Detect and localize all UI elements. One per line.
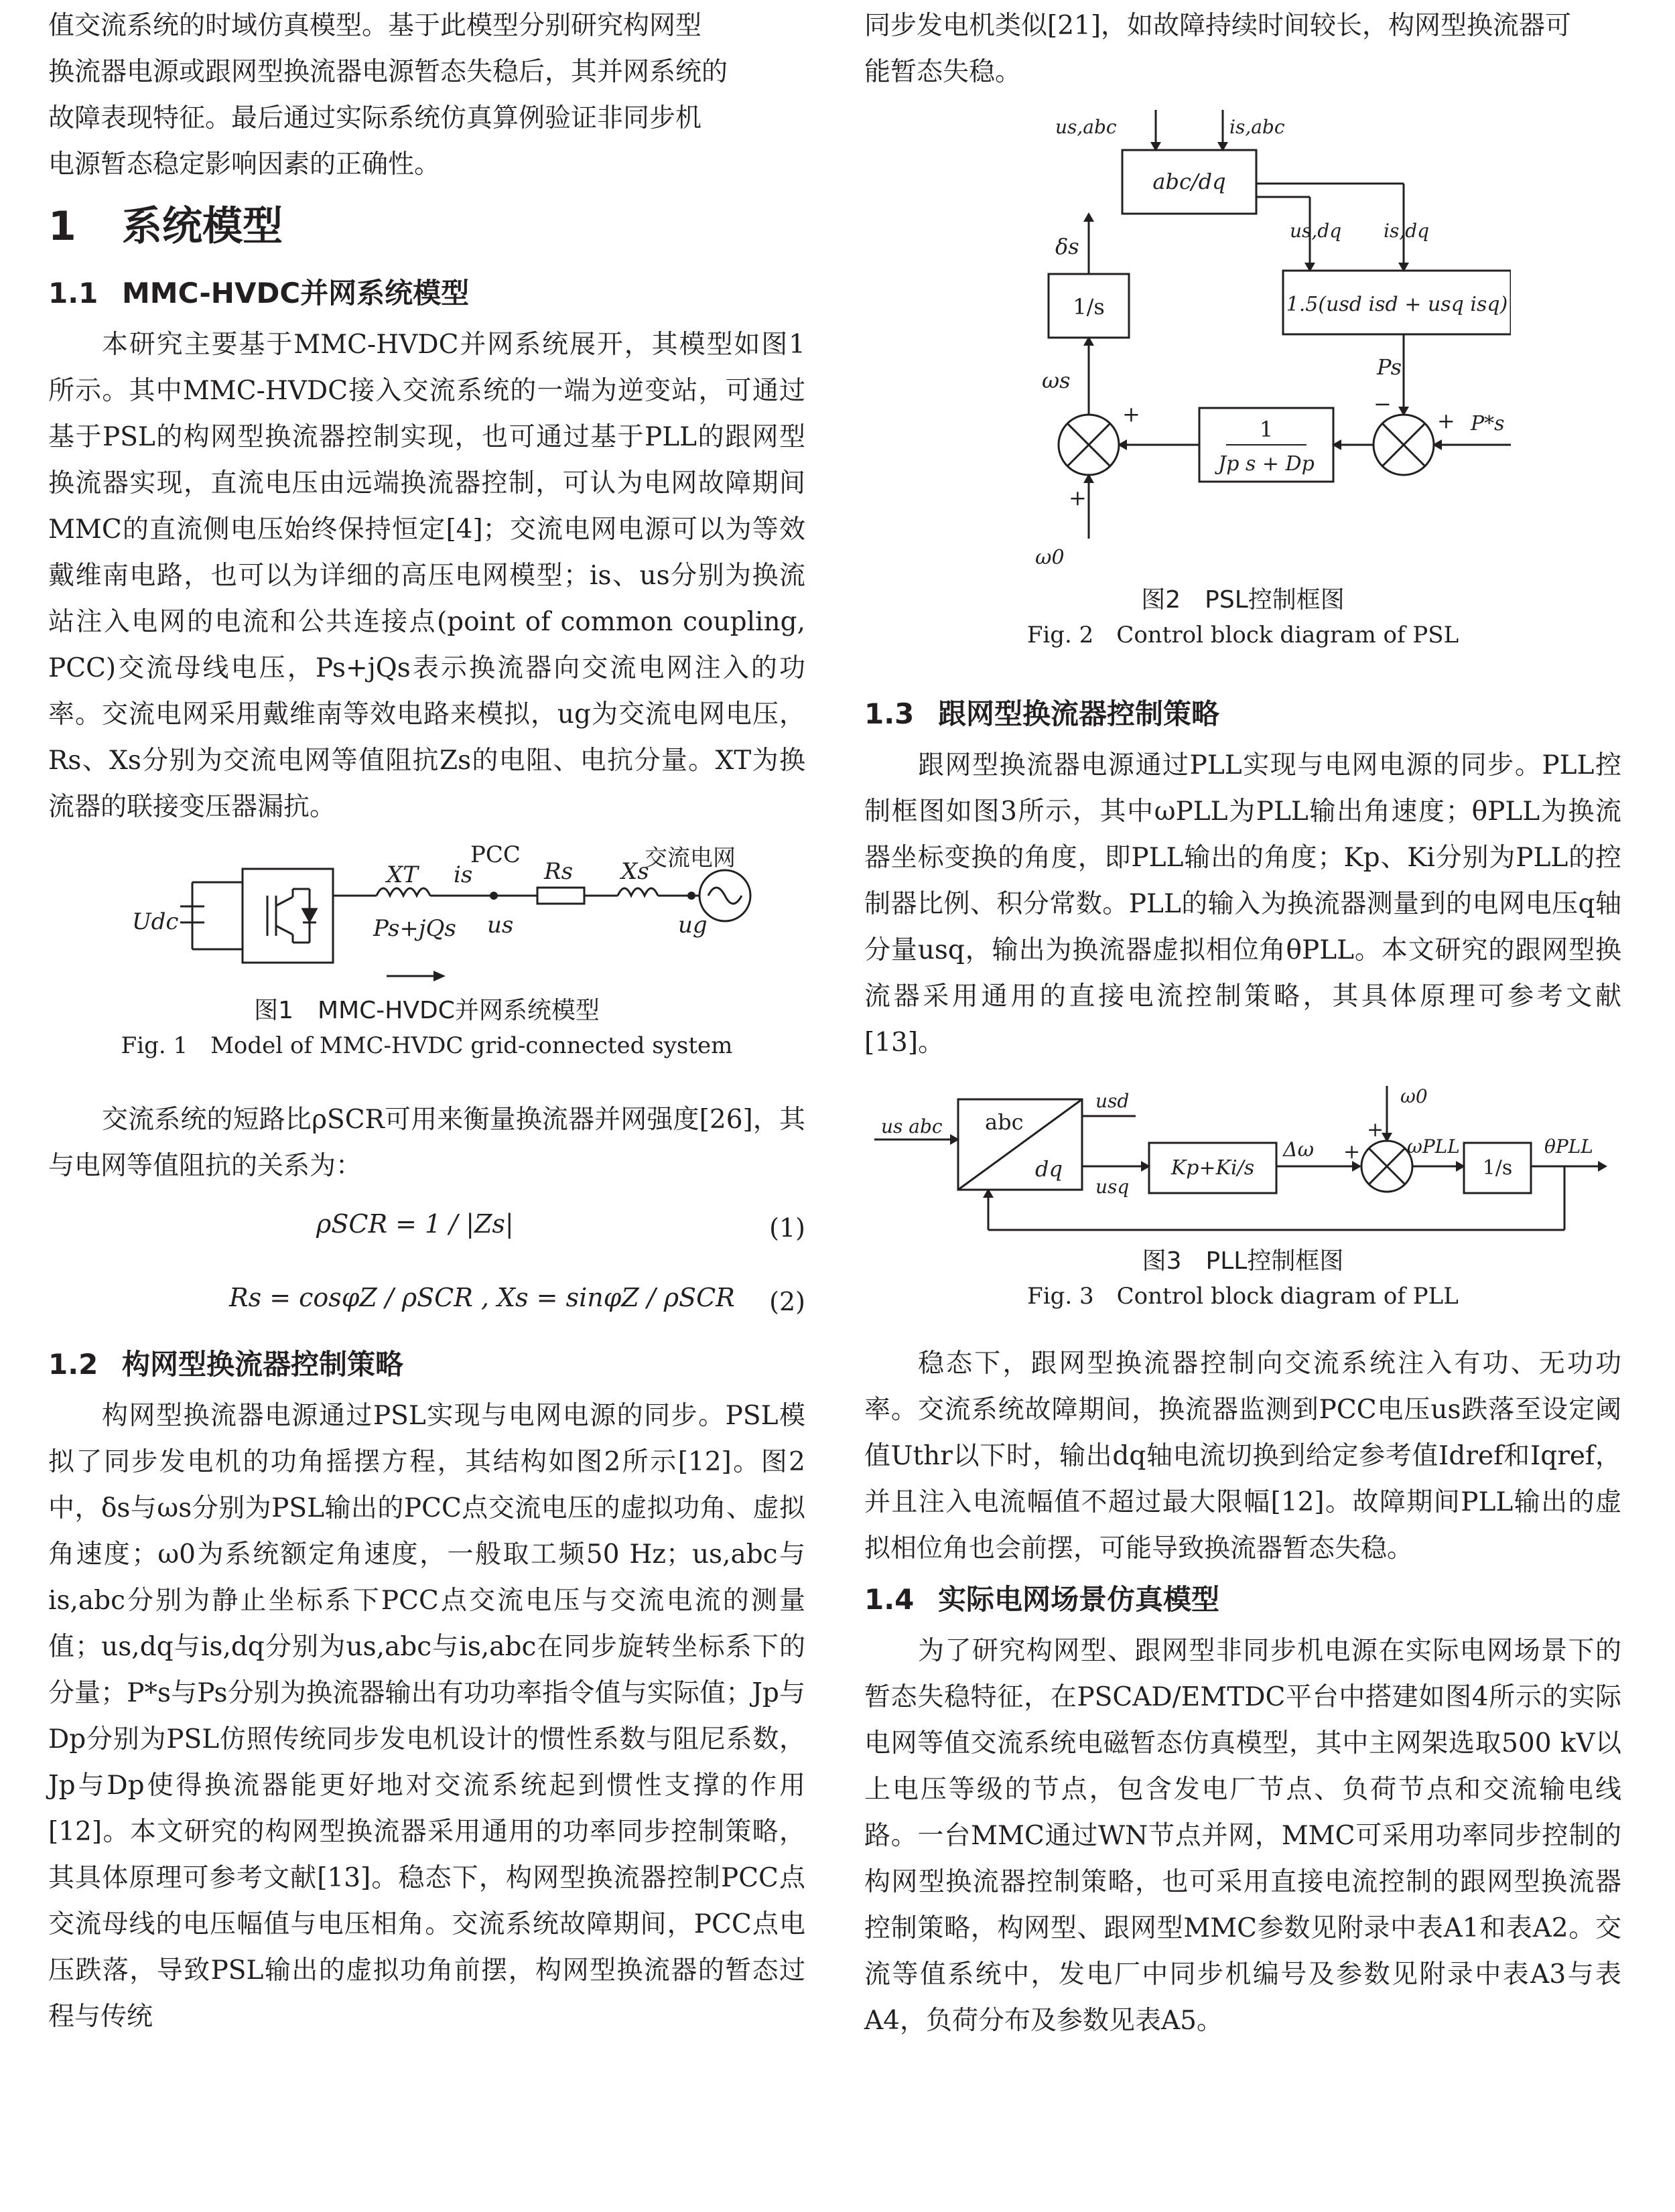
figure-2-psl-diagram xyxy=(975,110,1511,579)
sum-minus: − xyxy=(1374,391,1392,417)
label-ps: Ps xyxy=(1377,354,1402,380)
equation-1-body: ρSCR = 1 / |Zs| xyxy=(316,1209,514,1239)
label-delta-s: δs xyxy=(1055,234,1079,259)
label-omega-s: ωs xyxy=(1042,368,1071,393)
block-integrator: 1/s xyxy=(1073,294,1105,320)
intro-line: 值交流系统的时域仿真模型。基于此模型分别研究构网型 xyxy=(48,11,702,41)
label-i-sdq: is,dq xyxy=(1384,220,1430,242)
label-udc: Udc xyxy=(132,908,179,935)
equation-2-body: Rs = cosφZ / ρSCR , Xs = sinφZ / ρSCR xyxy=(229,1283,735,1312)
label-is: is xyxy=(454,861,473,888)
label-grid: 交流电网 xyxy=(645,845,736,872)
equation-2 xyxy=(48,1263,805,1336)
block-abc-dq: abc/dq xyxy=(1152,169,1226,194)
label-omega0: ω0 xyxy=(1400,1085,1428,1107)
figure-3-pll-diagram xyxy=(874,1079,1611,1240)
sum-plus-3: + xyxy=(1437,408,1455,433)
label-omega-pll: ωPLL xyxy=(1407,1135,1460,1158)
intro-line: 故障表现特征。最后通过实际系统仿真算例验证非同步机 xyxy=(48,103,702,133)
equation-1 xyxy=(48,1189,805,1263)
paragraph-scr: 交流系统的短路比ρSCR可用来衡量换流器并网强度[26]，其与电网等值阻抗的关系为： xyxy=(48,1105,805,1181)
label-theta-pll: θPLL xyxy=(1544,1135,1593,1158)
label-ug: ug xyxy=(678,912,708,939)
section-heading-1: 1 系统模型 xyxy=(48,203,283,250)
input-us-abc: us abc xyxy=(881,1115,943,1137)
label-usq: usq xyxy=(1095,1176,1130,1198)
label-xt: XT xyxy=(387,861,418,888)
equation-2-number: (2) xyxy=(769,1287,805,1316)
figure-2-caption-en: Fig. 2 Control block diagram of PSL xyxy=(1026,622,1459,648)
label-u-sdq: us,dq xyxy=(1290,220,1342,242)
intro-line: 换流器电源或跟网型换流器电源暂态失稳后，其并网系统的 xyxy=(48,57,728,87)
sum-plus-2: + xyxy=(1069,485,1087,510)
continued-line: 同步发电机类似[21]，如故障持续时间较长，构网型换流器可 xyxy=(864,11,1572,41)
label-xs: Xs xyxy=(621,858,649,885)
sum-plus-1: + xyxy=(1122,401,1140,427)
intro-line: 电源暂态稳定影响因素的正确性。 xyxy=(48,149,441,180)
figure-3-caption-en: Fig. 3 Control block diagram of PLL xyxy=(1027,1283,1459,1310)
figure-3-caption-cn: 图3 PLL控制框图 xyxy=(1142,1247,1344,1275)
equation-1-number: (1) xyxy=(769,1213,805,1243)
block-dq: dq xyxy=(1035,1156,1063,1182)
continued-line: 能暂态失稳。 xyxy=(864,57,1022,87)
input-u-sabc: us,abc xyxy=(1055,116,1117,138)
block-power-calc: 1.5(usd isd + usq isq) xyxy=(1286,293,1508,316)
subsection-heading-1-1: 1.1 MMC-HVDC并网系统模型 xyxy=(48,277,470,309)
label-power: Ps+jQs xyxy=(373,915,456,942)
figure-1-caption-cn: 图1 MMC-HVDC并网系统模型 xyxy=(254,997,600,1024)
paragraph-gfm-control: 构网型换流器电源通过PSL实现与电网电源的同步。PSL模拟了同步发电机的功角摇摆方程，其结构如图2所示[12]。图2中，δs与ωs分别为PSL输出的PCC点交流电压的虚拟功角、虚拟角速度；ω0为系统额定角速度，一般取工频50 Hz；us,abc与is,abc分别为静止坐标系下PCC点交流电压与交流电流的测量值；us,dq与is,dq分别为us,abc与is,abc在同步旋转坐标系下的分量；P*s与Ps分别为换流器输出有功功率指令值与实际值；Jp与Dp分别为PSL仿照传统同步发电机设计的惯性系数与阻尼系数，Jp与Dp使得换流器能更好地对交流系统起到惯性支撑的作用[12]。本文研究的构网型换流器采用通用的功率同步控制策略，其具体原理可参考文献[13]。稳态下，构网型换流器控制PCC点交流母线的电压幅值与电压相角。交流系统故障期间，PCC点电压跌落，导致PSL输出的虚拟功角前摆，构网型换流器的暂态过程与传统 xyxy=(48,1401,805,2032)
sum-plus-1: + xyxy=(1343,1140,1361,1164)
label-pcc: PCC xyxy=(470,842,521,868)
block-pi: Kp+Ki/s xyxy=(1170,1156,1255,1180)
tf-numerator: 1 xyxy=(1259,417,1274,442)
label-delta-omega: Δω xyxy=(1283,1138,1315,1162)
block-integrator: 1/s xyxy=(1482,1156,1513,1180)
paragraph-simulation-model: 为了研究构网型、跟网型非同步机电源在实际电网场景下的暂态失稳特征，在PSCAD/EMTDC平台中搭建如图4所示的实际电网等值交流系统电磁暂态仿真模型，其中主网架选取500 kV以上电压等级的节点，包含发电厂节点、负荷节点和交流输电线路。一台MMC通过WN节点并网，MMC可采用功率同步控制的构网型换流器控制策略，也可采用直接电流控制的跟网型换流器控制策略，构网型、跟网型MMC参数见附录中表A1和表A2。交流等值系统中，发电厂中同步机编号及参数见附录中表A3与表A4，负荷分布及参数见表A5。 xyxy=(864,1636,1621,2036)
label-ps-ref: P*s xyxy=(1471,412,1505,435)
paragraph-gfl-control: 跟网型换流器电源通过PLL实现与电网电源的同步。PLL控制框图如图3所示，其中ωPLL为PLL输出角速度；θPLL为换流器坐标变换的角度，即PLL输出的角度；Kp、Ki分别为PLL的控制器比例、积分常数。PLL的输入为换流器测量到的电网电压q轴分量usq，输出为换流器虚拟相位角θPLL。本文研究的跟网型换流器采用通用的直接电流控制策略，其具体原理可参考文献[13]。 xyxy=(864,750,1621,1058)
figure-2-caption-cn: 图2 PSL控制框图 xyxy=(1141,586,1345,614)
paragraph-mmc-model: 本研究主要基于MMC-HVDC并网系统展开，其模型如图1所示。其中MMC-HVDC接入交流系统的一端为逆变站，可通过基于PSL的构网型换流器控制实现，也可通过基于PLL的跟网型换流器实现，直流电压由远端换流器控制，可认为电网故障期间MMC的直流侧电压始终保持恒定[4]；交流电网电源可以为等效戴维南电路，也可以为详细的高压电网模型；is、us分别为换流站注入电网的电流和公共连接点(point of common coupling, PCC)交流母线电压，Ps+jQs表示换流器向交流电网注入的功率。交流电网采用戴维南等效电路来模拟，ug为交流电网电压，Rs、Xs分别为交流电网等值阻抗Zs的电阻、电抗分量。XT为换流器的联接变压器漏抗。 xyxy=(48,330,805,822)
figure-1-circuit xyxy=(92,842,762,989)
figure-1-caption-en: Fig. 1 Model of MMC-HVDC grid-connected system xyxy=(121,1032,733,1059)
subsection-heading-1-3: 1.3 跟网型换流器控制策略 xyxy=(864,697,1220,730)
label-usd: usd xyxy=(1095,1090,1130,1112)
subsection-heading-1-4: 1.4 实际电网场景仿真模型 xyxy=(864,1583,1220,1616)
sum-plus-2: + xyxy=(1367,1118,1384,1142)
input-i-sabc: is,abc xyxy=(1229,116,1285,138)
left-column xyxy=(48,0,805,2040)
block-abc: abc xyxy=(985,1109,1024,1135)
subsection-heading-1-2: 1.2 构网型换流器控制策略 xyxy=(48,1348,404,1381)
paragraph-steady-state: 稳态下，跟网型换流器控制向交流系统注入有功、无功功率。交流系统故障期间，换流器监测到PCC电压us跌落至设定阈值Uthr以下时，输出dq轴电流切换到给定参考值Idref和Iqref，并且注入电流幅值不超过最大限幅[12]。故障期间PLL输出的虚拟相位角也会前摆，可能导致换流器暂态失稳。 xyxy=(864,1349,1621,1564)
label-omega0: ω0 xyxy=(1035,546,1065,569)
tf-denominator: Jp s + Dp xyxy=(1218,452,1315,476)
label-us: us xyxy=(487,912,514,939)
label-rs: Rs xyxy=(544,858,574,885)
right-column xyxy=(864,0,1621,2044)
